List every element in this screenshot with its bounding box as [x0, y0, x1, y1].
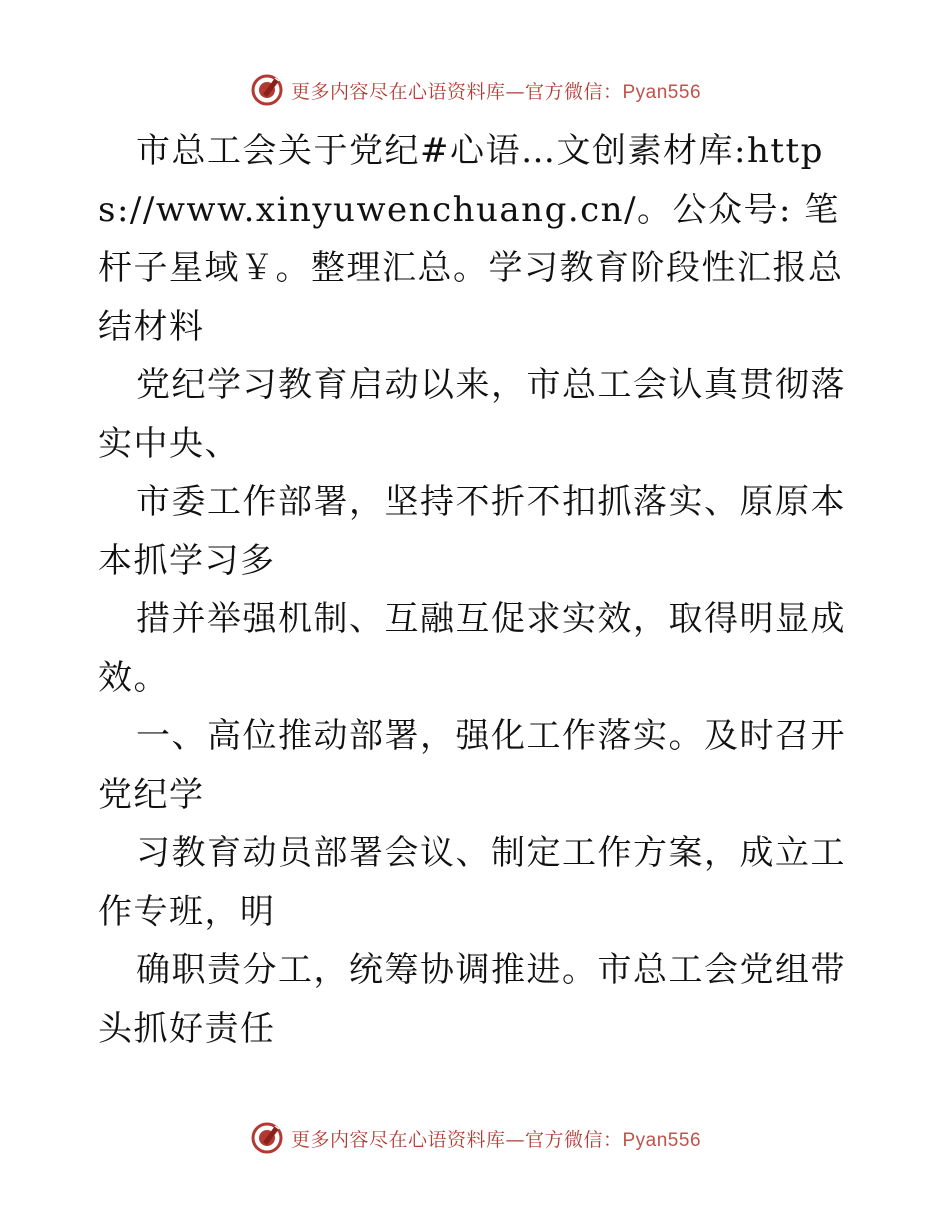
paragraph: 市委工作部署，坚持不折不扣抓落实、原原本本抓学习多	[98, 482, 846, 581]
paragraph: 确职责分工，统筹协调推进。市总工会党组带头抓好责任	[98, 950, 846, 1049]
pen-logo-icon	[249, 72, 285, 108]
header-banner	[0, 70, 950, 110]
paragraph: 党纪学习教育启动以来，市总工会认真贯彻落实中央、	[98, 365, 846, 464]
pen-logo-icon	[249, 1120, 285, 1156]
paragraph: 一、高位推动部署，强化工作落实。及时召开党纪学	[98, 716, 846, 815]
paragraph: 市总工会关于党纪#心语…文创素材库:https://www.xinyuwenchuang.cn/。公众号: 笔杆子星域￥。整理汇总。学习教育阶段性汇报总结材料	[98, 131, 844, 347]
paragraph: 习教育动员部署会议、制定工作方案，成立工作专班，明	[98, 833, 846, 932]
document-body	[98, 122, 858, 1058]
footer-banner-text: 更多内容尽在心语资料库—官方微信：Pyan556	[290, 1128, 702, 1151]
header-banner-text: 更多内容尽在心语资料库—官方微信：Pyan556	[290, 80, 702, 103]
paragraph: 措并举强机制、互融互促求实效，取得明显成效。	[98, 599, 846, 698]
footer-banner	[0, 1118, 950, 1158]
